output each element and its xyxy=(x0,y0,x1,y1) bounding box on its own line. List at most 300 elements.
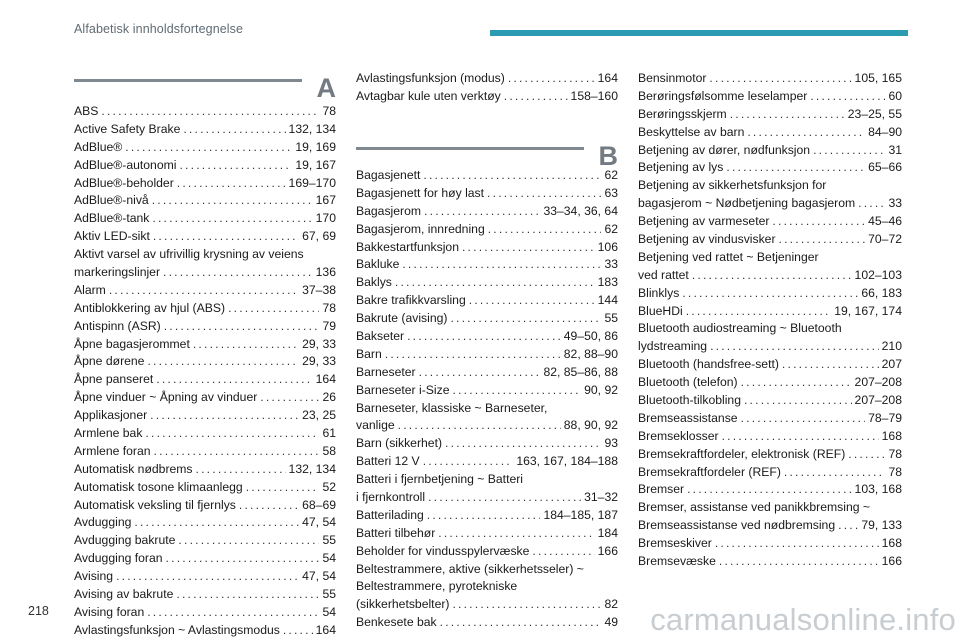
dot-leader xyxy=(438,525,594,543)
index-term: Betjening av lys xyxy=(638,160,724,175)
dot-leader xyxy=(260,389,319,407)
dot-leader xyxy=(532,543,594,561)
index-page-ref: 105, 165 xyxy=(854,71,902,85)
index-term: Betjening av dører, nødfunksjon xyxy=(638,142,811,157)
index-page-ref: 65–66 xyxy=(868,160,902,175)
index-page-ref: 82 xyxy=(604,597,618,612)
dot-leader xyxy=(407,328,561,346)
index-entry xyxy=(356,364,618,382)
dot-leader xyxy=(462,239,595,257)
index-entry xyxy=(638,517,902,535)
index-page-ref: 78 xyxy=(888,464,902,479)
index-entry xyxy=(74,318,336,336)
dot-leader xyxy=(423,453,514,471)
index-term: Alarm xyxy=(74,282,106,297)
index-entry xyxy=(356,274,618,292)
index-entry xyxy=(638,428,902,446)
index-page-ref: 66, 183 xyxy=(861,285,902,300)
dot-leader xyxy=(692,267,852,285)
index-entry-continuation: Batteri i fjernbetjening ~ Batteri xyxy=(356,472,523,487)
index-page-ref: 62 xyxy=(604,168,618,182)
index-term: Automatisk nødbrems xyxy=(74,461,193,476)
dot-leader xyxy=(152,192,313,210)
index-entry xyxy=(74,604,336,622)
index-entry xyxy=(356,239,618,257)
index-entry xyxy=(74,407,336,425)
dot-leader xyxy=(385,346,561,364)
index-entry xyxy=(638,446,902,464)
index-term: Batterilading xyxy=(356,507,424,522)
index-entry xyxy=(74,336,336,354)
index-page-ref: 61 xyxy=(322,426,336,441)
dot-leader xyxy=(196,461,286,479)
dot-leader xyxy=(193,336,299,354)
index-entry xyxy=(638,88,902,106)
index-entry xyxy=(638,285,902,303)
index-term: Berøringsskjerm xyxy=(638,106,727,121)
index-term: i fjernkontroll xyxy=(356,490,426,505)
index-entry xyxy=(638,106,902,124)
index-page-ref: 37–38 xyxy=(302,282,336,297)
index-entry xyxy=(74,461,336,479)
index-page-ref: 82, 85–86, 88 xyxy=(543,364,618,379)
index-entry xyxy=(74,103,336,121)
index-entry xyxy=(74,622,336,640)
index-page-ref: 164 xyxy=(315,372,336,387)
index-term: markeringslinjer xyxy=(74,265,161,280)
index-page-ref: 93 xyxy=(604,436,618,451)
dot-leader xyxy=(508,70,595,88)
index-page-ref: 55 xyxy=(604,311,618,326)
index-entry xyxy=(638,70,902,88)
index-page-ref: 47, 54 xyxy=(302,569,336,584)
index-term: Bakre trafikkvarsling xyxy=(356,293,466,308)
index-entry xyxy=(638,553,902,571)
index-entries xyxy=(74,103,336,640)
dot-leader xyxy=(179,157,292,175)
section-letter: A xyxy=(316,73,336,103)
index-page-ref: 144 xyxy=(597,293,618,308)
dot-leader xyxy=(682,285,858,303)
section-heading-b xyxy=(356,140,618,170)
dot-leader xyxy=(152,210,312,228)
dot-leader xyxy=(747,124,865,142)
index-page-ref: 210 xyxy=(881,339,902,354)
index-page-ref: 67, 69 xyxy=(302,229,336,244)
dot-leader xyxy=(176,586,319,604)
index-page-ref: 84–90 xyxy=(868,124,902,139)
index-entry xyxy=(638,374,902,392)
index-entry xyxy=(356,88,618,106)
index-page-ref: 29, 33 xyxy=(302,336,336,351)
dot-leader xyxy=(504,88,568,106)
index-entry xyxy=(74,497,336,515)
index-term: Bremseassistanse ved nødbremsing xyxy=(638,518,836,533)
index-term: Active Safety Brake xyxy=(74,121,181,136)
index-term: Åpne dørene xyxy=(74,354,145,369)
index-page-ref: 184 xyxy=(597,525,618,540)
dot-leader xyxy=(487,185,601,203)
dot-leader xyxy=(810,88,885,106)
index-entry xyxy=(638,338,902,356)
dot-leader xyxy=(163,264,313,282)
index-entry-continuation: Betjening ved rattet ~ Betjeninger xyxy=(638,249,819,264)
index-term: AdBlue®-beholder xyxy=(74,175,174,190)
index-term: BlueHDi xyxy=(638,303,683,318)
index-page-ref: 132, 134 xyxy=(288,121,336,136)
index-page-ref: 49 xyxy=(604,615,618,630)
index-term: Beholder for vindusspylervæske xyxy=(356,543,530,558)
index-page-ref: 79 xyxy=(322,318,336,333)
index-term: Bagasjerom, innredning xyxy=(356,221,485,236)
index-entry xyxy=(638,267,902,285)
dot-leader xyxy=(246,479,320,497)
dot-leader xyxy=(398,417,561,435)
dot-leader xyxy=(177,175,286,193)
index-page-ref: 70–72 xyxy=(868,232,902,247)
index-term: Blinklys xyxy=(638,285,680,300)
dot-leader xyxy=(402,256,601,274)
index-entry xyxy=(356,346,618,364)
index-term: Bluetooth-tilkobling xyxy=(638,393,741,408)
index-entry xyxy=(356,185,618,203)
index-entry xyxy=(74,210,336,228)
dot-leader xyxy=(452,596,601,614)
section-rule xyxy=(356,147,584,150)
section-heading-a xyxy=(74,72,336,102)
dot-leader xyxy=(427,507,541,525)
index-term: Bakseter xyxy=(356,329,405,344)
index-term: Avising xyxy=(74,569,114,584)
index-entry xyxy=(356,543,618,561)
section-letter: B xyxy=(598,141,618,171)
dot-leader xyxy=(813,142,885,160)
index-page-ref: 158–160 xyxy=(570,88,618,103)
index-page-ref: 164 xyxy=(597,71,618,85)
index-page-ref: 19, 167, 174 xyxy=(834,303,902,318)
index-entry xyxy=(356,435,618,453)
index-entry xyxy=(638,481,902,499)
index-term: AdBlue®-tank xyxy=(74,211,150,226)
dot-leader xyxy=(686,303,832,321)
dot-leader xyxy=(469,292,595,310)
index-entry xyxy=(356,221,618,239)
index-term: Avdugging foran xyxy=(74,551,163,566)
index-entry xyxy=(638,303,902,321)
index-page-ref: 106 xyxy=(597,239,618,254)
index-term: Bremser xyxy=(638,482,685,497)
dot-leader xyxy=(741,410,866,428)
index-page-ref: 103, 168 xyxy=(854,482,902,497)
index-page-ref: 55 xyxy=(322,533,336,548)
index-page-ref: 55 xyxy=(322,587,336,602)
dot-leader xyxy=(150,407,299,425)
index-page-ref: 49–50, 86 xyxy=(563,329,618,344)
index-term: Applikasjoner xyxy=(74,408,148,423)
index-term: AdBlue®-autonomi xyxy=(74,157,177,172)
dot-leader xyxy=(428,489,581,507)
dot-leader xyxy=(423,167,601,185)
index-term: Baklys xyxy=(356,275,392,290)
page-number: 218 xyxy=(28,604,49,618)
dot-leader xyxy=(109,282,299,300)
index-page-ref: 207–208 xyxy=(854,393,902,408)
dot-leader xyxy=(779,231,866,249)
index-page-ref: 168 xyxy=(881,536,902,551)
index-entry xyxy=(74,175,336,193)
index-term: Avlastingsfunksjon ~ Avlastingsmodus xyxy=(74,622,280,637)
index-entry xyxy=(74,300,336,318)
index-term: Armlene bak xyxy=(74,426,143,441)
dot-leader xyxy=(116,568,299,586)
index-term: Bensinmotor xyxy=(638,71,707,85)
index-page-ref: 183 xyxy=(597,275,618,290)
dot-leader xyxy=(156,371,312,389)
index-term: Avdugging bakrute xyxy=(74,533,176,548)
dot-leader xyxy=(772,213,865,231)
index-page-ref: 164 xyxy=(315,622,336,637)
index-term: Åpne panseret xyxy=(74,372,154,387)
dot-leader xyxy=(239,497,299,515)
index-term: Bakrute (avising) xyxy=(356,311,448,326)
index-entry xyxy=(74,550,336,568)
index-entry xyxy=(74,371,336,389)
index-term: Automatisk veksling til fjernlys xyxy=(74,497,236,512)
index-entry xyxy=(74,157,336,175)
dot-leader xyxy=(183,121,285,139)
dot-leader xyxy=(741,374,852,392)
index-entry xyxy=(638,195,902,213)
index-page-ref: 163, 167, 184–188 xyxy=(516,454,618,469)
index-page-ref: 88, 90, 92 xyxy=(563,418,618,433)
index-page-ref: 82, 88–90 xyxy=(563,346,618,361)
index-entry xyxy=(74,389,336,407)
index-entry-continuation: Bremser, assistanse ved panikkbremsing ~ xyxy=(638,500,871,515)
index-term: vanlige xyxy=(356,418,395,433)
index-page-ref: 78–79 xyxy=(868,410,902,425)
index-term: Batteri tilbehør xyxy=(356,525,436,540)
index-entries-top xyxy=(356,70,618,106)
index-entry-continuation: Aktivt varsel av ufrivillig krysning av veiens xyxy=(74,247,304,262)
index-term: Batteri 12 V xyxy=(356,454,420,469)
index-page-ref: 31–32 xyxy=(584,490,618,505)
index-page-ref: 166 xyxy=(881,554,902,569)
index-entry xyxy=(638,159,902,177)
index-page-ref: 52 xyxy=(322,479,336,494)
index-entry xyxy=(356,328,618,346)
index-entry-continuation: Beltestrammere, pyrotekniske xyxy=(356,579,518,594)
index-entry xyxy=(74,139,336,157)
dot-leader xyxy=(101,103,319,121)
index-entry xyxy=(356,453,618,471)
header-title: Alfabetisk innholdsfortegnelse xyxy=(74,22,244,36)
index-entry xyxy=(356,507,618,525)
index-entry xyxy=(356,382,618,400)
header-accent-bar xyxy=(490,30,908,36)
index-entry xyxy=(638,535,902,553)
index-page-ref: 167 xyxy=(315,193,336,208)
index-term: Berøringsfølsomme leselamper xyxy=(638,88,808,103)
index-term: Bagasjenett xyxy=(356,168,421,182)
dot-leader xyxy=(134,514,299,532)
index-entry xyxy=(638,356,902,374)
index-term: Beskyttelse av barn xyxy=(638,124,745,139)
dot-leader xyxy=(419,364,541,382)
index-term: Bremseassistanse xyxy=(638,410,738,425)
index-term: Bremsekraftfordeler, elektronisk (REF) xyxy=(638,446,846,461)
index-term: Bakluke xyxy=(356,257,400,272)
watermark: carmanualsonline.info xyxy=(650,602,956,637)
dot-leader xyxy=(178,532,319,550)
dot-leader xyxy=(858,195,885,213)
index-entry-continuation: Barneseter, klassiske ~ Barneseter, xyxy=(356,400,548,415)
index-entry-continuation: Betjening av sikkerhetsfunksjon for xyxy=(638,178,827,193)
index-page-ref: 31 xyxy=(888,142,902,157)
index-page-ref: 166 xyxy=(597,543,618,558)
dot-leader xyxy=(424,203,540,221)
index-page-ref: 78 xyxy=(322,300,336,315)
index-page-ref: 168 xyxy=(881,428,902,443)
dot-leader xyxy=(450,310,601,328)
dot-leader xyxy=(488,221,602,239)
dot-leader xyxy=(730,106,845,124)
index-entry xyxy=(356,596,618,614)
dot-leader xyxy=(283,622,313,640)
index-page-ref: 78 xyxy=(322,104,336,118)
index-term: Antiblokkering av hjul (ABS) xyxy=(74,300,226,315)
dot-leader xyxy=(709,70,851,88)
index-entry-continuation: Bluetooth audiostreaming ~ Bluetooth xyxy=(638,321,842,336)
index-term: Avlastingsfunksjon (modus) xyxy=(356,71,505,85)
dot-leader xyxy=(125,139,292,157)
index-page-ref: 54 xyxy=(322,551,336,566)
index-entry xyxy=(356,417,618,435)
index-entry xyxy=(356,489,618,507)
index-page-ref: 33 xyxy=(604,257,618,272)
index-page-ref: 19, 167 xyxy=(295,157,336,172)
index-page-ref: 90, 92 xyxy=(584,382,618,397)
index-entry xyxy=(74,282,336,300)
index-page-ref: 23–25, 55 xyxy=(847,106,902,121)
index-entry xyxy=(356,256,618,274)
index-page-ref: 62 xyxy=(604,221,618,236)
dot-leader xyxy=(166,550,320,568)
index-term: Bremseklosser xyxy=(638,428,719,443)
index-entry xyxy=(638,213,902,231)
index-term: Åpne bagasjerommet xyxy=(74,336,190,351)
index-entry xyxy=(74,443,336,461)
dot-leader xyxy=(147,604,319,622)
index-entry xyxy=(74,121,336,139)
dot-leader xyxy=(726,159,865,177)
index-page-ref: 207–208 xyxy=(854,375,902,390)
dot-leader xyxy=(784,464,886,482)
index-term: Bremsekraftfordeler (REF) xyxy=(638,464,781,479)
dot-leader xyxy=(782,356,879,374)
index-page-ref: 33–34, 36, 64 xyxy=(543,203,618,218)
index-term: Åpne vinduer ~ Åpning av vinduer xyxy=(74,390,258,405)
index-entry xyxy=(74,479,336,497)
index-entry xyxy=(74,264,336,282)
index-term: Avising av bakrute xyxy=(74,587,174,602)
index-page-ref: 102–103 xyxy=(854,267,902,282)
dot-leader xyxy=(848,446,885,464)
index-page-ref: 47, 54 xyxy=(302,515,336,530)
index-page-ref: 23, 25 xyxy=(302,408,336,423)
index-entry xyxy=(356,167,618,185)
index-term: Antispinn (ASR) xyxy=(74,318,161,333)
dot-leader xyxy=(722,428,879,446)
index-entry xyxy=(638,231,902,249)
index-term: Avtagbar kule uten verktøy xyxy=(356,88,501,103)
index-entry xyxy=(638,464,902,482)
index-entry xyxy=(74,228,336,246)
dot-leader xyxy=(744,392,852,410)
index-term: Barneseter xyxy=(356,364,416,379)
index-entries xyxy=(356,167,618,632)
index-term: Betjening av vindusvisker xyxy=(638,232,776,247)
dot-leader xyxy=(710,338,879,356)
index-term: Armlene foran xyxy=(74,443,151,458)
index-term: bagasjerom ~ Nødbetjening bagasjerom xyxy=(638,196,856,211)
index-entry xyxy=(74,425,336,443)
index-page-ref: 26 xyxy=(322,390,336,405)
index-term: Bluetooth (telefon) xyxy=(638,375,738,390)
index-term: Barn xyxy=(356,346,382,361)
index-page-ref: 58 xyxy=(322,443,336,458)
index-term: Avising foran xyxy=(74,604,145,619)
index-page-ref: 63 xyxy=(604,185,618,200)
index-entry xyxy=(356,203,618,221)
index-page-ref: 68–69 xyxy=(302,497,336,512)
index-term: Bluetooth (handsfree-sett) xyxy=(638,357,779,372)
section-rule xyxy=(74,79,302,82)
index-entry xyxy=(74,353,336,371)
dot-leader xyxy=(395,274,595,292)
index-term: Bremseskiver xyxy=(638,536,712,551)
index-entry xyxy=(74,532,336,550)
index-term: Betjening av varmeseter xyxy=(638,214,770,229)
index-entry xyxy=(74,514,336,532)
index-term: Barneseter i-Size xyxy=(356,382,450,397)
index-term: AdBlue®-nivå xyxy=(74,193,149,208)
index-page-ref: 78 xyxy=(888,446,902,461)
dot-leader xyxy=(153,228,299,246)
index-term: Bremsevæske xyxy=(638,554,716,569)
dot-leader xyxy=(687,481,851,499)
index-page-ref: 29, 33 xyxy=(302,354,336,369)
index-entry xyxy=(638,142,902,160)
index-entry xyxy=(356,310,618,328)
index-term: Bagasjenett for høy last xyxy=(356,185,485,200)
index-page-ref: 33 xyxy=(888,196,902,211)
index-page-ref: 60 xyxy=(888,88,902,103)
index-term: ved rattet xyxy=(638,267,689,282)
dot-leader xyxy=(147,353,299,371)
index-term: AdBlue® xyxy=(74,139,123,154)
index-entries xyxy=(638,70,902,571)
index-entry xyxy=(638,392,902,410)
index-term: Bagasjerom xyxy=(356,203,422,218)
index-entry xyxy=(74,192,336,210)
index-page-ref: 169–170 xyxy=(288,175,336,190)
index-entry xyxy=(74,568,336,586)
dot-leader xyxy=(164,318,320,336)
index-page-ref: 207 xyxy=(881,357,902,372)
dot-leader xyxy=(228,300,319,318)
index-page-ref: 19, 169 xyxy=(295,139,336,154)
index-page-ref: 54 xyxy=(322,604,336,619)
